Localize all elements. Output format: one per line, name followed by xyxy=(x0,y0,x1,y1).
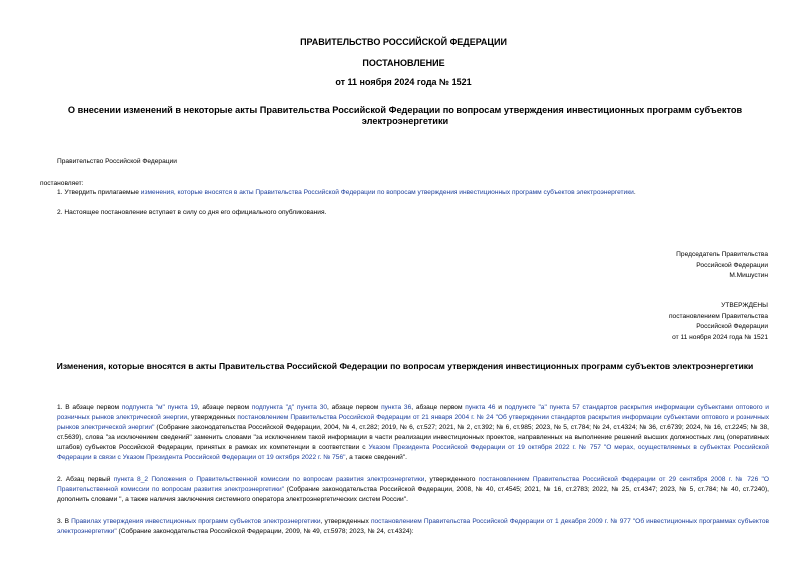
paragraph-1 xyxy=(57,403,769,463)
p3-text-3: (Собрание законодательства Российской Федерации, 2009, № 49, ст.5978; 2023, № 24, ст.4324): xyxy=(116,528,414,535)
changes-title: Изменения, которые вносятся в акты Правительства Российской Федерации по вопросам утверждения инвестиционных программ субъектов электроэнергетики xyxy=(56,361,754,371)
p1-link-1[interactable]: подпункта "м" пункта 19 xyxy=(121,404,198,411)
p3-text-1: 3. В xyxy=(57,518,72,525)
p1-link-6[interactable]: постановлением Правительства Российской Федерации от 21 января 2004 г. № 24 "Об утверждении стандартов раскрытия информации субъектами оптового и розничных рынков электрической энергии" xyxy=(57,414,769,431)
paragraph-3 xyxy=(57,517,769,537)
p1-link-3[interactable]: пункта 36 xyxy=(381,404,412,411)
p2-text-2: , утвержденного xyxy=(424,476,479,483)
p1-link-2[interactable]: подпункта "д" пункта 30 xyxy=(251,404,328,411)
approval-by-decree: постановлением Правительства xyxy=(668,312,768,320)
p2-text-1: 2. Абзац первый xyxy=(57,476,114,483)
doc-date-number: от 11 ноября 2024 года № 1521 xyxy=(335,77,472,87)
item-1-post: . xyxy=(633,189,636,196)
p3-link-2[interactable]: постановлением Правительства Российской Федерации от 1 декабря 2009 г. № 977 "Об инвестиционных программах субъектов электроэнергетики" xyxy=(57,518,770,535)
p1-text-4: , абзаце первом xyxy=(411,404,466,411)
approval-block xyxy=(669,301,768,343)
p3-text-2: , утвержденных xyxy=(320,518,371,525)
paragraph-2 xyxy=(57,475,769,505)
approval-country: Российской Федерации xyxy=(696,323,768,330)
issuer-text: Правительство Российской Федерации xyxy=(57,158,177,165)
p1-text-2: , абзаце первом xyxy=(197,404,252,411)
doc-title: О внесении изменений в некоторые акты Правительства Российской Федерации по вопросам утверждения инвестиционных программ субъектов электроэнергетики xyxy=(67,105,743,126)
p1-link-4[interactable]: пункта 46 xyxy=(465,404,496,411)
p1-text-7: (Собрание законодательства Российской Федерации, 2004, № 4, ст.282; 2019, № 6, ст.527; 2021, № 2, ст.392; № 6, ст.985; 2023, № 5, ст.784; № 24, ст.4324; № 36, ст.6739; 2024, № 16, ст.2245; № 38, ст.5639), слова "за исключением сведений" заменить словами "за исключением такой информации в части реализации инвестиционных проектов, направленных на выполнение решений высших должностных лиц (оперативных штабов) субъектов Российской Федерации, принятых в рамках их компетенции в соответствии с xyxy=(57,424,769,451)
p2-link-2[interactable]: постановлением Правительства Российской Федерации от 29 сентября 2008 г. № 726 "О Правительственной комиссии по вопросам развития электроэнергетики" xyxy=(57,476,769,493)
p1-link-7[interactable]: Указом Президента Российской Федерации от 19 октября 2022 г. № 757 "О мерах, осуществляемых в субъектах Российской Федерации в связи с Указом Президента Российской Федерации от 19 октября 2022 г. № 756" xyxy=(57,444,769,461)
signature-position: Председатель Правительства xyxy=(676,251,768,258)
signature-block xyxy=(676,250,768,282)
p1-link-5[interactable]: подпункте "а" пункта 57 стандартов раскрытия информации субъектами оптового и розничных рынков электрической энергии xyxy=(57,404,769,421)
approval-approved: УТВЕРЖДЕНЫ xyxy=(721,302,768,309)
p1-text-8: , а также сведений". xyxy=(345,454,407,461)
p1-text-6: , утвержденных xyxy=(187,414,238,421)
p1-text-5: и xyxy=(495,404,505,411)
p1-text-1: 1. В абзаце первом xyxy=(57,404,122,411)
p1-text-3: , абзаце первом xyxy=(327,404,382,411)
item-2: 2. Настоящее постановление вступает в силу со дня его официального опубликования. xyxy=(57,209,327,216)
item-1-pre: 1. Утвердить прилагаемые xyxy=(57,189,141,196)
doc-type: ПОСТАНОВЛЕНИЕ xyxy=(362,58,445,68)
item-1 xyxy=(57,188,777,198)
p2-text-3: (Собрание законодательства Российской Федерации, 2008, № 40, ст.4545; 2021, № 16, ст.2783; 2022, № 25, ст.4347; 2023, № 5, ст.784; № 40, ст.7240), дополнить словами ", а также наличия заключения системного оператора электроэнергетических систем России". xyxy=(57,486,769,503)
doc-header-org: ПРАВИТЕЛЬСТВО РОССИЙСКОЙ ФЕДЕРАЦИИ xyxy=(300,37,507,47)
approval-date: от 11 ноября 2024 года № 1521 xyxy=(672,333,768,341)
signature-name: М.Мишустин xyxy=(729,272,768,279)
item-1-link[interactable]: изменения, которые вносятся в акты Правительства Российской Федерации по вопросам утверждения инвестиционных программ субъектов электроэнергетики xyxy=(140,189,634,196)
signature-country: Российской Федерации xyxy=(696,261,768,269)
decides-text: постановляет: xyxy=(40,180,84,187)
p2-link-1[interactable]: пункта 8_2 Положения о Правительственной комиссии по вопросам развития электроэнергетики xyxy=(113,476,425,483)
p3-link-1[interactable]: Правилах утверждения инвестиционных программ субъектов электроэнергетики xyxy=(71,518,321,525)
